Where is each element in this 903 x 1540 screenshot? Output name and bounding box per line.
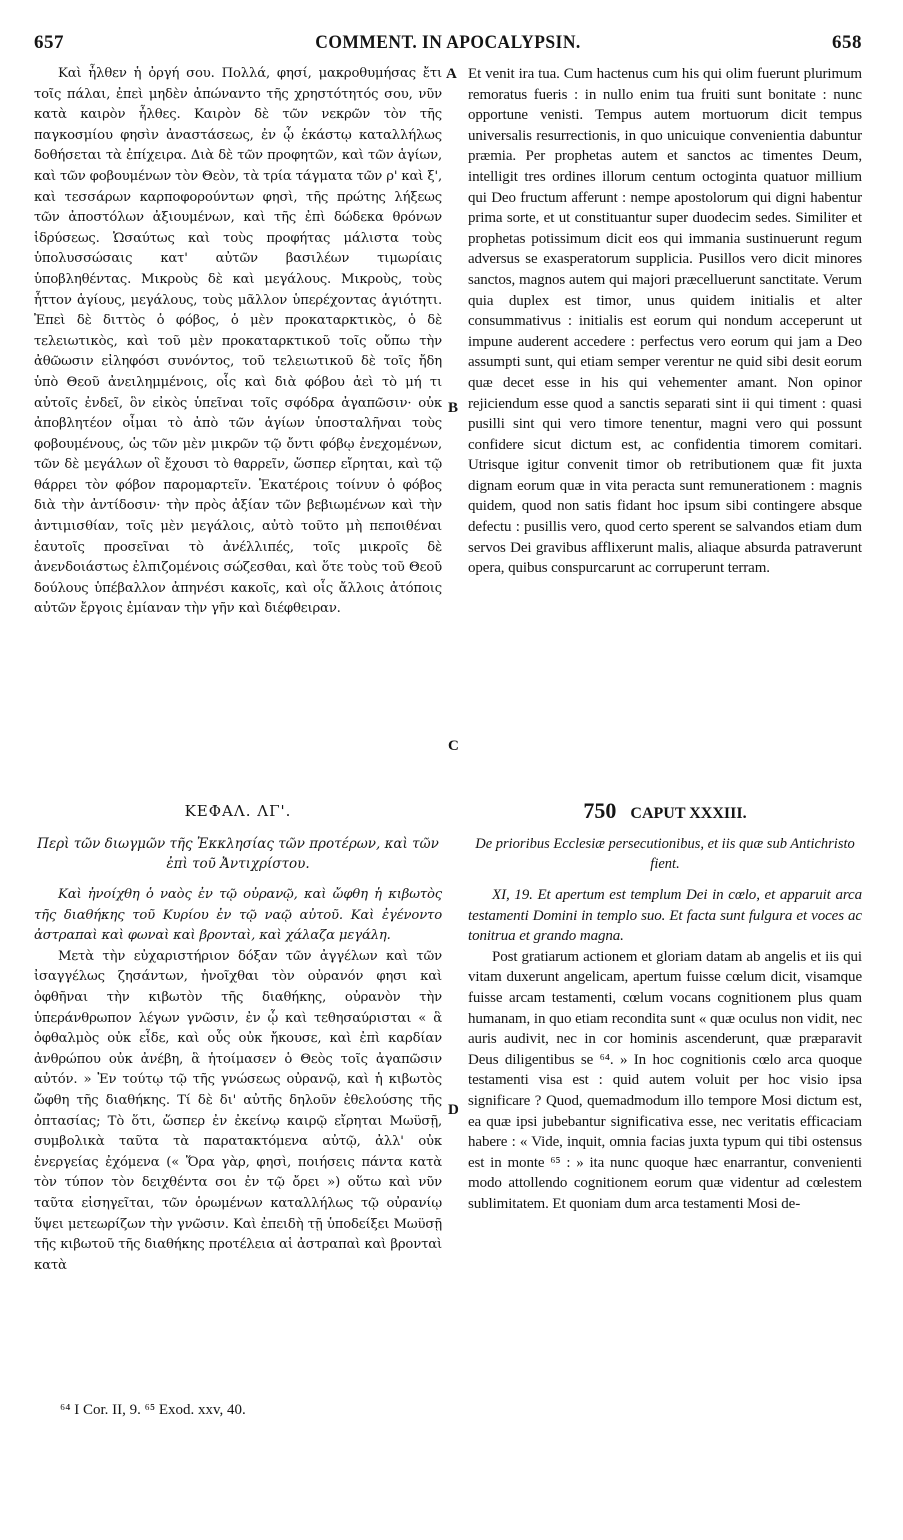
margin-marker-a: A (446, 66, 457, 82)
running-title: COMMENT. IN APOCALYPSIN. (315, 32, 581, 53)
greek-section (34, 885, 442, 1276)
footnote: ⁶⁴ I Cor. II, 9. ⁶⁵ Exod. xxv, 40. (60, 1402, 246, 1418)
greek-chapter-title: Περὶ τῶν διωγμῶν τῆς Ἐκκλησίας τῶν προτέρων, καὶ τῶν ἐπὶ τοῦ Ἀντιχρίστου. (37, 836, 439, 872)
margin-marker-b: B (448, 400, 459, 416)
column-number: 750 (583, 798, 617, 823)
page-number-left: 657 (34, 32, 64, 53)
latin-paragraph-1: Et venit ira tua. Cum hactenus cum his qui olim fuerunt plurimum remoratus fueris : in nullo enim tua fruiti sunt bonitate : nunc opportune venisti. Tempus autem mortuorum dicit tempus universalis resurrectionis, in quo unicuique convenientia dabuntur præmia. Per prophetas autem et sanctos ac timentes Deum, intelligit tres ordines illorum centum octoginta quatuor millium qui Deo fructum afferunt : nempe apostolorum qui digni habentur prima sorte, et ut constituantur super duodecim sedes. Similiter et prophetas potissimum dicit eos qui immania sustinuerunt regum adversus se exasperatorum supplicia. Pusillos vero dicit minores sanctos, magnos autem qui majori præcelluerunt sanctitate. Verum quia duplex est timor, unus quidem initialis et alter consummativus : initialis est eorum qui nondum acceperunt ut impune auderent accedere : perfectus vero eorum qui jam a Deo assumpti sunt, qui etiam semper verentur ne quid sibi desit eorum quæ decet esse in his qui vehementer amant. Non opinor rejiciendum esse quod a sanctis separati sint ii qui timent : quasi pusilli sint qui vero timore tenentur, magni vero qui possunt confidere sicut dictum est, ac confidentia timorem comitari. Utrisque igitur convenit timor ob retributionem quæ fit juxta dignam eorum quæ in vita peracta sunt remunerationem : magnis quidem, quod non satis fidant hoc ipsum sibi contingere absque defectu : pusillis vero, quod certo sperent se salvandos etiam dum servos Dei gravibus afflixerunt malis, aliaque absurda patraverunt opera, quibus conspurcarunt ac corruperunt terram. (468, 66, 862, 577)
latin-section (468, 885, 862, 1215)
greek-column (34, 64, 442, 620)
latin-verse: XI, 19. Et apertum est templum Dei in cœlo, et apparuit arca testamenti Domini in templo suo. Et facta sunt fulgura et voces ac tonitrua et grando magna. (468, 887, 862, 945)
greek-paragraph-2: Μετὰ τὴν εὐχαριστήριον δόξαν τῶν ἀγγέλων καὶ τῶν ἰσαγγέλως ζησάντων, ἠνοῖχθαι τὸν οὐρανόν φησι καὶ ὀφθῆναι τὴν κιβωτὸν τῆς διαθήκης, οὐρανὸν τὴν ὑπεράνθρωπον λέγων γνῶσιν, ἐν ᾧ καὶ τεθησαύρισται « ἃ ὀφθαλμὸς οὐκ εἶδε, καὶ οὖς οὐκ ἤκουσε, καὶ ἐπὶ καρδίαν ἀνθρώπου οὐκ ἀνέβη, ἃ ἡτοίμασεν ὁ Θεὸς τοῖς ἀγαπῶσιν αὐτόν. » Ἐν τούτῳ τῷ τῆς γνώσεως οὐρανῷ, καὶ ἡ κιβωτὸς ὤφθη τῆς διαθήκης. Τί δὲ δι' αὐτῆς δηλοῦν ἐθελούσης τῆς ὀπτασίας; Τὸ ὅτι, ὥσπερ ἐν ἐκείνῳ καιρῷ εἴρηται Μωϋσῇ, συμβολικὰ ταῦτα τὰ παρατακτόμενα αὐτῷ, ἀλλ' οὐκ ἐνεργείας ἐχόμενα (« Ὅρα γὰρ, φησὶ, ποιήσεις πάντα κατὰ τὸν τύπον τὸν δειχθέντα σοι ἐν τῷ ὄρει ») οὕτω καὶ νῦν ταῦτα εἰσηγεῖται, τῶν ὁρωμένων καταλλήλως τῷ οὐρανίῳ ὕψει μετεωρίζων τὴν γνῶσιν. Καὶ ἐπειδὴ τῇ ὑποδείξει Μωϋσῇ τῆς κιβωτοῦ τῆς διαθήκης προτέλεια αἱ ἀστραπαὶ καὶ βρονταὶ κατὰ (34, 948, 442, 1273)
latin-chapter-title: De prioribus Ecclesiæ persecutionibus, et iis quæ sub Antichristo fient. (475, 836, 855, 872)
greek-verse: Καὶ ἠνοίχθη ὁ ναὸς ἐν τῷ οὐρανῷ, καὶ ὤφθη ἡ κιβωτὸς τῆς διαθήκης τοῦ Κυρίου ἐν τῷ ναῷ αὐτοῦ. Καὶ ἐγένοντο ἀστραπαὶ καὶ φωναὶ καὶ βρονταὶ, καὶ χάλαζα μεγάλη. (34, 887, 442, 944)
page-number-right: 658 (832, 32, 862, 53)
latin-chapter-label: CAPUT XXXIII. (630, 805, 747, 822)
page-header (34, 32, 862, 64)
greek-paragraph-1: Καὶ ἦλθεν ἡ ὀργή σου. Πολλά, φησί, μακροθυμήσας ἔτι τοῖς πάλαι, ἐπεὶ μηδὲν ἀπώναντο τῆς χρηστότητός σου, νῦν κατὰ καιρὸν ἦλθες. Καιρὸν δὲ τῶν νεκρῶν τὸν τῆς παγκοσμίου φησὶν ἀναστάσεως, ἐν ᾧ ἑκάστῳ καταλλήλως δοθήσεται τὰ ἐπίχειρα. Διὰ δὲ τῶν προφητῶν, καὶ τῶν ἁγίων, καὶ τῶν φοβουμένων τὸν Θεὸν, τὰ τρία τάγματα τῶν ρ' καὶ ξ', καὶ τεσσάρων καρποφορούντων φησὶ, τῆς πρώτης λήξεως τῶν ἀποστόλων ἀξιουμένων, καὶ τῆς ἐπὶ δώδεκα θρόνων ἱδρύσεως. Ὡσαύτως καὶ τοὺς προφήτας μάλιστα τοὺς ὑπολυσσώσαις κατ' αὐτῶν βασιλέων τιμωρίαις ὑποβληθέντας. Μικροὺς δὲ καὶ μεγάλους. Μικροὺς, τοὺς ἧττον ἁγίους, μεγάλους, τοὺς μᾶλλον ὑπερέχοντας ἁγιότητι. Ἐπεὶ δὲ διττὸς ὁ φόβος, ὁ μὲν προκαταρκτικὸς, ὁ δὲ τελειωτικὸς, καὶ τοῦ μὲν προκαταρκτικοῦ τοῖς οὔπω τὴν ἀθῶωσιν εἰληφόσι συνόντος, τοῦ τελειωτικοῦ δὲ τοῖς ἤδη ὑπὸ Θεοῦ ἀνειλημμένοις, οἷς καὶ διὰ φόβου ἀεὶ τὸ μή τι αὐτοῖς ἐνδεῖ, ὃν εἰκὸς ὑπεῖναι τοῖς σφόδρα ἀγαπῶσιν· οὐκ ἀποβλητέον οἶμαι τὸ ἀπὸ τῶν ἁγίων ὑποσταλῆναι τοὺς φοβουμένους, ὡς τῶν μὲν μικρῶν τῷ ὄντι φόβῳ ἐνεχομένων, τῶν δὲ μεγάλων οἳ ἔχουσι τὸ θαρρεῖν, ὥσπερ εἴρηται, καὶ τῷ θάρρει τὸν φόβον παρομαρτεῖν. Ἑκατέροις τοίνυν ὁ φόβος διὰ τὴν ἀντίδοσιν· τὴν πρὸς ἀξίαν τῶν βεβιωμένων καὶ τὴν ἀντιμισθίαν, τοῖς μὲν μεγάλοις, αὐτὸ τοῦτο μὴ πεποιθέναι ἑαυτοῖς προσεῖναι τὸ ἀνέλλιπές, τοῖς μικροῖς δὲ ἀνενδοιάστως ἐλπιζομένοις σώζεσθαι, καὶ ὅτε τοὺς τοῦ Θεοῦ δούλους ὑπέβαλλον ἀπηνέσι κακοῖς, καὶ οἷς ἄλλοις ἀτόποις αὐτῶν ἔργοις ἐμίαναν τὴν γῆν καὶ διέφθειραν. (34, 66, 442, 617)
margin-marker-d: D (448, 1102, 459, 1118)
greek-chapter-heading: ΚΕΦΑΛ. ΛΓ'. (184, 802, 292, 820)
latin-chapter-heading (468, 798, 862, 824)
latin-paragraph-2: Post gratiarum actionem et gloriam datam ab angelis et iis qui vitam duxerunt angelicam, apertum fuisse cœlum dicit, visamque fuisse arcam testamenti, cœlum vocans cognitionem plus quam humanam, in quo etiam recondita sunt « quæ oculus non vidit, nec auris audivit, nec in cor hominis ascenderunt, quæ præparavit Deus diligentibus se ⁶⁴. » In hoc cognitionis cœlo arca quoque testamenti visa est : quid autem voluit per hoc visio ipsa significare ? Quod, quemadmodum illo tempore Mosi dictum est, ea quæ ipsi jubebantur significativa esse, nec veritatis efficaciam habere : « Vide, inquit, omnia facias juxta typum qui tibi ostensus est in monte ⁶⁵ : » ita nunc quoque hæc enarrantur, convenienti modo attollendo cognitionem eorum quæ videntur ad cœlestem sublimitatem. Et quoniam dum arca testamenti Mosi de- (468, 948, 862, 1212)
margin-marker-c: C (448, 738, 459, 754)
latin-column (468, 64, 862, 579)
